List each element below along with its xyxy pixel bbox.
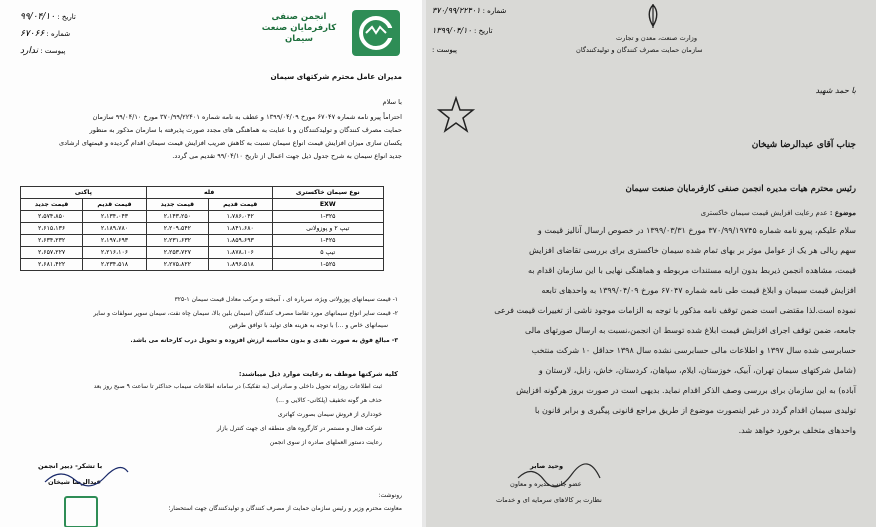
cell-bulk-new: ۲،۲۵۳،۷۲۷ xyxy=(146,247,208,259)
r-date-label: تاریخ : xyxy=(474,27,493,35)
subject-line xyxy=(701,208,856,217)
note-line: سیمانهای خاص و ...) با توجه به هزینه های تولید با توافق طرفین xyxy=(228,322,388,329)
body-line: سهم ریالی هر یک از عوامل موثر بر بهای تمام شده سیمان خاکستری برای بررسی تقاضای افزایش xyxy=(528,246,856,255)
greeting: با سلام xyxy=(382,98,402,106)
r-number-label: شماره : xyxy=(482,7,507,15)
cc-label: رونوشت: xyxy=(378,492,402,499)
cell-bulk-new: ۲،۲۳۱،۶۳۲ xyxy=(146,235,208,247)
number-value: ۶۷۰۶۶ xyxy=(20,29,45,39)
table-subheader-row xyxy=(21,199,384,211)
table-row xyxy=(21,259,384,271)
r-attachment-line xyxy=(432,46,457,54)
signature-scribble xyxy=(40,462,130,492)
cell-type: ۱-۵۲۵ xyxy=(272,259,384,271)
header-bulk-new: قیمت جدید xyxy=(146,199,208,211)
obligation-item: شرکت فعال و مستمر در کارگروه های منطقه ای جهت کنترل بازار xyxy=(216,425,382,432)
cell-bulk-new: ۲،۱۴۳،۲۵۰ xyxy=(146,211,208,223)
body-line: افزایش قیمت سیمان و ابلاغ قیمت طی نامه شماره ۶۷۰۴۷ مورخ ۱۳۹۹/۰۴/۰۹ به واحدهای تابعه xyxy=(541,286,856,295)
table-header-row xyxy=(21,187,384,199)
note-line: ۳- مبالغ فوق به صورت نقدی و بدون محاسبه ارزش افزوده و تحویل درب کارخانه می باشد. xyxy=(130,337,398,344)
association-name: انجمن صنفی کارفرمایان صنعت سیمان xyxy=(261,12,337,44)
cell-packed-new: ۲،۶۳۴،۲۳۲ xyxy=(21,235,83,247)
body-line: (شامل شرکتهای سیمان تهران، آبیک، خوزستان، ایلام، سپاهان، کردستان، خاش، زابل، لارستان و xyxy=(538,366,856,375)
body-line: قیمت، مشاهده انجمن ذیربط بدون ارایه مستندات مربوطه و هماهنگی نهایی با این سازمان اقدام به xyxy=(527,266,856,275)
signer-title: نظارت بر کالاهای سرمایه ای و خدمات xyxy=(496,496,602,504)
note-line: ۲- قیمت سایر انواع سیمانهای مورد تقاضا مصرف کنندگان (سیمان بلین بالا، سیمان چاه نفت، سیمان سوپر سولفات و سایر xyxy=(93,310,398,317)
table-row xyxy=(21,247,384,259)
subject-label: موضوع : xyxy=(829,208,856,217)
signer-title: عضو جانب مدیره و معاون xyxy=(510,480,582,488)
body-line: جدید انواع سیمان به شرح جدول ذیل جهت اعمال از تاریخ ۹۹/۰۴/۱۰ تقدیم می گردد. xyxy=(172,152,402,160)
attachment-label: پیوست : xyxy=(40,47,66,55)
price-table xyxy=(20,186,384,271)
cell-packed-new: ۲،۶۸۱،۴۲۲ xyxy=(21,259,83,271)
cell-type: تیپ ۲ و پوزولانی xyxy=(272,223,384,235)
number-label: شماره : xyxy=(46,30,71,38)
header-packed-old: قیمت قدیم xyxy=(83,199,147,211)
r-attachment-label: پیوست : xyxy=(432,46,457,54)
body-line: احتراماً پیرو نامه شماره ۶۷۰۴۷ مورخ ۱۳۹۹/۰۴/۰۹ و عطف به نامه شماره ۳۷۰/۹۹/۲۲۴۰۱ مورخ ۹۹/۰۴/۱۰ سازمان xyxy=(92,113,402,121)
number-line xyxy=(20,29,70,39)
obligation-item: رعایت دستور العملهای صادره از سوی انجمن xyxy=(269,439,382,446)
date-label: تاریخ : xyxy=(57,13,76,21)
cell-bulk-old: ۱،۸۴۱،۶۸۰ xyxy=(208,223,272,235)
header-exw: EXW xyxy=(272,199,384,211)
left-letter xyxy=(0,0,422,527)
cell-bulk-old: ۱،۷۸۶،۰۴۲ xyxy=(208,211,272,223)
body-line: حسابرسی شده سال ۱۳۹۷ و اطلاعات مالی حسابرسی نشده سال ۱۳۹۸ حداقل ۱۰ شرکت منتخب xyxy=(531,346,856,355)
salutation: جناب آقای عبدالرضا شیخان xyxy=(751,140,856,150)
cell-bulk-old: ۱،۸۹۶،۵۱۸ xyxy=(208,259,272,271)
body-line: حمایت مصرف کنندگان و تولیدکنندگان و با عنایت به هماهنگی های مجدد صورت پذیرفته با سازمان مذکور به منظور xyxy=(89,126,402,134)
stamp-note: با حمد شهید xyxy=(815,86,856,95)
cell-packed-old: ۲،۱۸۹،۷۸۰ xyxy=(83,223,147,235)
table-row xyxy=(21,211,384,223)
recipient-title: رئیس محترم هیات مدیره انجمن صنفی کارفرمایان صنعت سیمان xyxy=(625,184,856,194)
attachment-value: ندارد xyxy=(20,46,39,56)
obligation-item: خودداری از فروش سیمان بصورت کهاتری xyxy=(277,411,382,418)
cell-packed-old: ۲،۱۹۷،۶۹۳ xyxy=(83,235,147,247)
body-line: آباده) به این سازمان برای بررسی وصف الذکر اقدام نماید. بدیهی است در صورت بروز هرگونه افزایش xyxy=(516,386,856,395)
body-line: نموده است.لذا مقتضی است ضمن توقف نامه مذکور با توجه به الزامات موجود ناشی از تغییرات قیمت فرعی xyxy=(494,306,856,315)
table-row xyxy=(21,235,384,247)
cell-bulk-old: ۱،۸۷۸،۱۰۶ xyxy=(208,247,272,259)
recipient: مدیران عامل محترم شرکتهای سیمان xyxy=(270,72,402,81)
obligation-item: ثبت اطلاعات روزانه تحویل داخلی و صادراتی (به تفکیک) در سامانه اطلاعات سیماب حداکثر تا ساعت ۹ صبح روز بعد xyxy=(93,383,382,390)
body-line: تولیدی سیمان اقدام گردد در غیر اینصورت موضوع از طریق مراجع قانونی پیگیری و برابر قانون با xyxy=(534,406,856,415)
r-date-value: ۱۳۹۹/۰۴/۱۰ xyxy=(432,26,472,35)
cell-packed-old: ۲،۲۳۴،۵۱۸ xyxy=(83,259,147,271)
header-packed-new: قیمت جدید xyxy=(21,199,83,211)
cell-packed-new: ۲،۵۷۴،۸۵۰ xyxy=(21,211,83,223)
note-line: ۱- قیمت سیمانهای پوزولانی ویژه، سرباره ای ، آمیخته و مرکب معادل قیمت سیمان ۱-۳۲۵ xyxy=(174,296,398,303)
r-date-line xyxy=(432,26,493,35)
subject-text: عدم رعایت افزایش قیمت سیمان خاکستری xyxy=(700,209,828,217)
right-letter xyxy=(426,0,876,527)
iran-emblem-icon xyxy=(640,2,666,30)
cell-packed-old: ۲،۲۱۶،۱۰۶ xyxy=(83,247,147,259)
ministry-name: وزارت صنعت، معدن و تجارت xyxy=(616,34,698,42)
cc-line: معاونت محترم وزیر و رئیس سازمان حمایت از مصرف کنندگان و تولیدکنندگان جهت استحضار؛ xyxy=(168,505,402,512)
body-line: یکسان سازی میزان افزایش قیمت انواع سیمان نسبت به کاهش ضریب افزایش قیمت سیمان اقدام گردیده و قیمتهای ارشادی xyxy=(58,139,402,147)
body-line: واحدهای متخلف برخورد خواهد شد. xyxy=(738,426,856,435)
attachment-line xyxy=(20,46,65,56)
org-name: سازمان حمایت مصرف کنندگان و تولیدکنندگان xyxy=(576,46,703,54)
table-row xyxy=(21,223,384,235)
cell-packed-new: ۲،۶۵۷،۲۲۷ xyxy=(21,247,83,259)
r-number-value: ۳۷۰/۹۹/۲۲۴۰۱ xyxy=(432,6,481,15)
cell-bulk-new: ۲،۲۷۵،۸۲۲ xyxy=(146,259,208,271)
obligations-title: کلیه شرکتها موظف به رعایت موارد ذیل میباشند: xyxy=(238,370,398,378)
header-bulk-old: قیمت قدیم xyxy=(208,199,272,211)
cell-type: ۱-۳۲۵ xyxy=(272,211,384,223)
signer-name: عبدالرضا شیخان xyxy=(48,478,102,486)
closing: با تشکر- دبیر انجمن xyxy=(38,462,103,470)
header-bulk: فله xyxy=(146,187,272,199)
date-line xyxy=(20,12,76,22)
cell-type: تیپ ۵ xyxy=(272,247,384,259)
body-line: سلام علیکم، پیرو نامه شماره ۳۷۰/۹۹/۱۹۷۴۵ مورخ ۱۳۹۹/۰۳/۳۱ در خصوص ارسال آنالیز قیمت و xyxy=(537,226,856,235)
ministry-seal-icon xyxy=(436,96,476,136)
cell-bulk-new: ۲،۲۰۹،۵۴۲ xyxy=(146,223,208,235)
cell-bulk-old: ۱،۸۵۹،۶۹۳ xyxy=(208,235,272,247)
association-stamp xyxy=(64,496,98,527)
association-logo xyxy=(352,10,400,56)
header-packed: پاکتی xyxy=(21,187,147,199)
cell-packed-new: ۲،۶۱۵،۱۳۶ xyxy=(21,223,83,235)
r-number-line xyxy=(432,6,506,15)
header-type: نوع سیمان خاکستری xyxy=(272,187,384,199)
signer-name: وحید صابر xyxy=(530,462,564,470)
cell-packed-old: ۲،۱۳۴،۰۴۳ xyxy=(83,211,147,223)
obligation-item: حذف هر گونه تخفیف (پلکانی- کالایی و ...) xyxy=(275,397,382,404)
body-line: جامعه، ضمن توقف اجرای افزایش قیمت ابلاغ شده توسط ان انجمن،نسبت به ارسال صورتهای مالی xyxy=(524,326,856,335)
date-value: ۹۹/۰۴/۱۰ xyxy=(20,12,56,22)
cell-type: ۱-۴۲۵ xyxy=(272,235,384,247)
